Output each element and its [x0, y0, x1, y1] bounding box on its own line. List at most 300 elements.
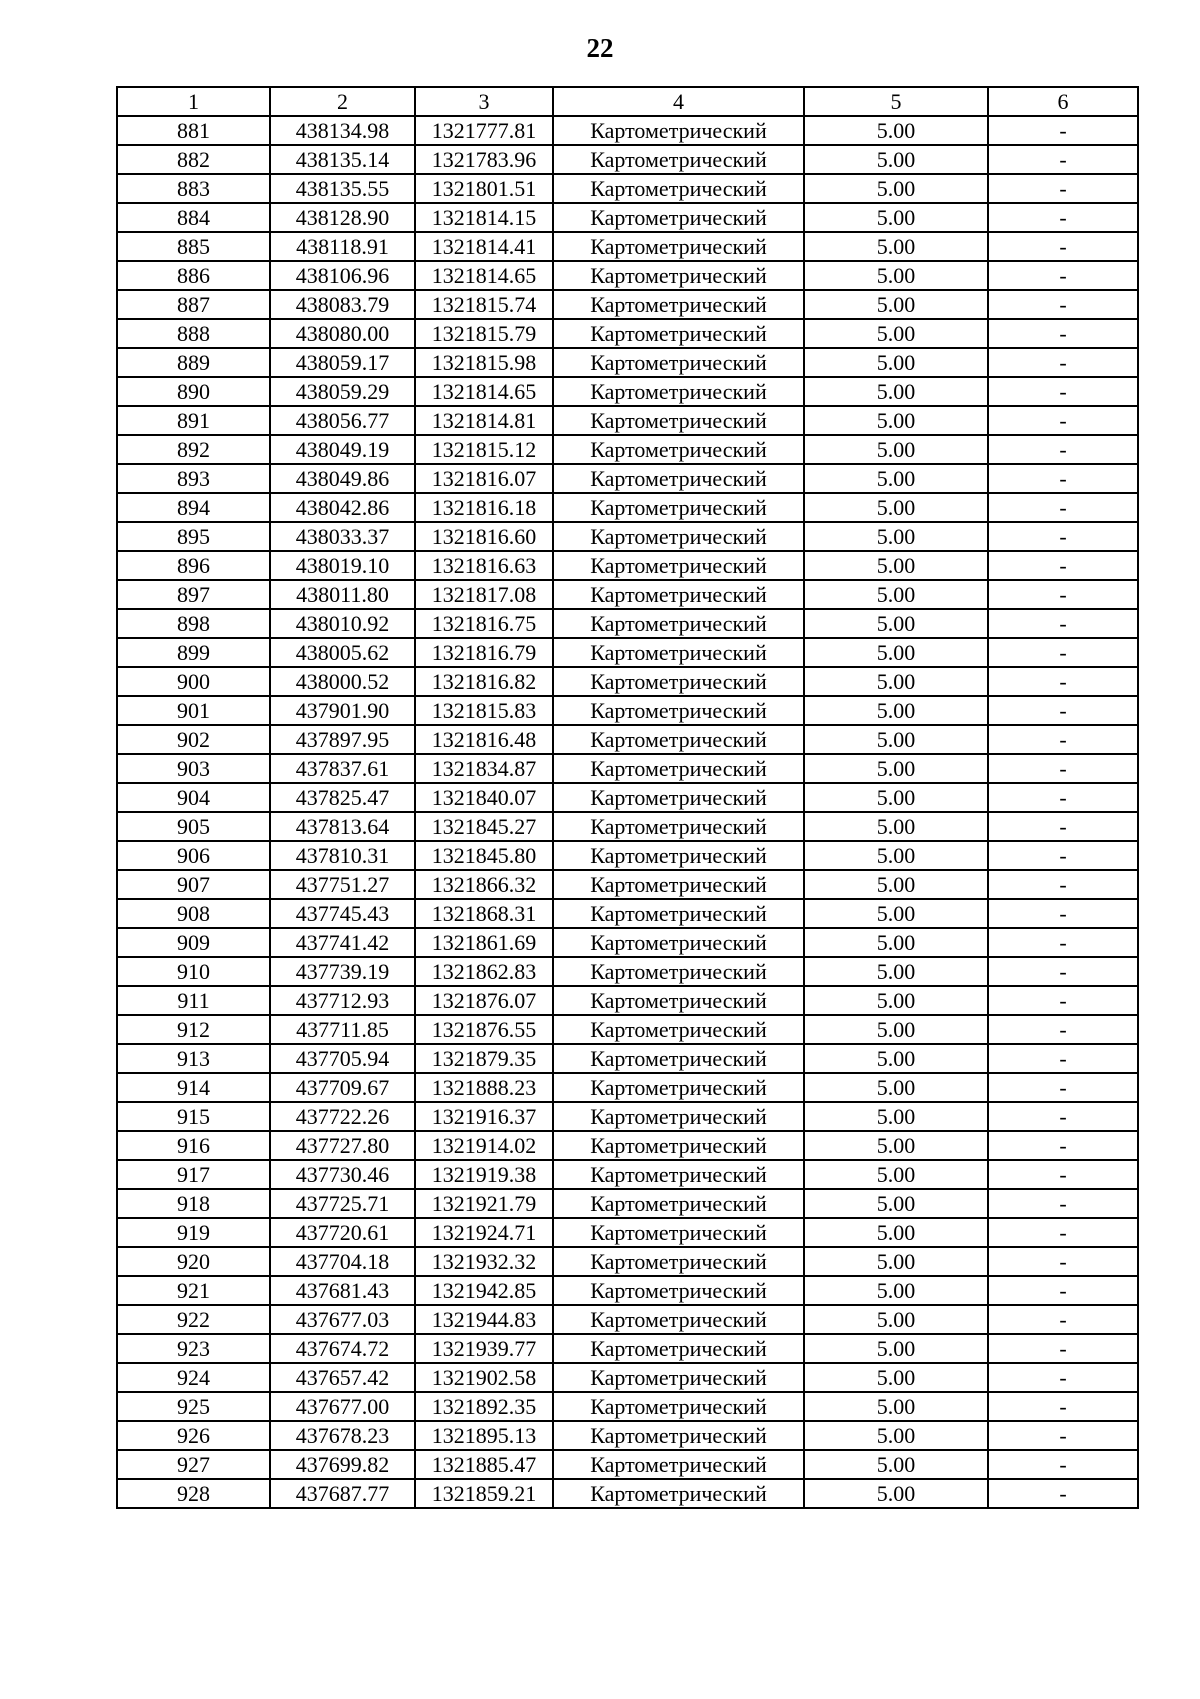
point-number-cell: 923: [117, 1334, 270, 1363]
note-cell: -: [988, 435, 1138, 464]
y-coordinate-cell: 1321816.60: [415, 522, 553, 551]
x-coordinate-cell: 437745.43: [270, 899, 415, 928]
x-coordinate-cell: 437705.94: [270, 1044, 415, 1073]
x-coordinate-cell: 437699.82: [270, 1450, 415, 1479]
table-row: [117, 899, 1138, 928]
point-number-cell: 928: [117, 1479, 270, 1508]
method-cell: Картометрический: [553, 1073, 804, 1102]
point-number-cell: 883: [117, 174, 270, 203]
method-cell: Картометрический: [553, 1102, 804, 1131]
x-coordinate-cell: 438128.90: [270, 203, 415, 232]
note-cell: -: [988, 609, 1138, 638]
accuracy-cell: 5.00: [804, 899, 988, 928]
accuracy-cell: 5.00: [804, 754, 988, 783]
table-row: [117, 1247, 1138, 1276]
method-cell: Картометрический: [553, 1247, 804, 1276]
point-number-cell: 898: [117, 609, 270, 638]
y-coordinate-cell: 1321815.12: [415, 435, 553, 464]
column-header-2: 2: [270, 87, 415, 116]
method-cell: Картометрический: [553, 232, 804, 261]
accuracy-cell: 5.00: [804, 1160, 988, 1189]
method-cell: Картометрический: [553, 1479, 804, 1508]
accuracy-cell: 5.00: [804, 203, 988, 232]
note-cell: -: [988, 1305, 1138, 1334]
method-cell: Картометрический: [553, 174, 804, 203]
x-coordinate-cell: 437711.85: [270, 1015, 415, 1044]
y-coordinate-cell: 1321814.15: [415, 203, 553, 232]
table-row: [117, 725, 1138, 754]
accuracy-cell: 5.00: [804, 348, 988, 377]
x-coordinate-cell: 437897.95: [270, 725, 415, 754]
accuracy-cell: 5.00: [804, 1044, 988, 1073]
note-cell: -: [988, 174, 1138, 203]
x-coordinate-cell: 437810.31: [270, 841, 415, 870]
note-cell: -: [988, 1218, 1138, 1247]
accuracy-cell: 5.00: [804, 319, 988, 348]
point-number-cell: 924: [117, 1363, 270, 1392]
point-number-cell: 891: [117, 406, 270, 435]
method-cell: Картометрический: [553, 1392, 804, 1421]
note-cell: -: [988, 812, 1138, 841]
method-cell: Картометрический: [553, 1131, 804, 1160]
point-number-cell: 918: [117, 1189, 270, 1218]
method-cell: Картометрический: [553, 1421, 804, 1450]
accuracy-cell: 5.00: [804, 1392, 988, 1421]
table-row: [117, 609, 1138, 638]
method-cell: Картометрический: [553, 580, 804, 609]
point-number-cell: 909: [117, 928, 270, 957]
y-coordinate-cell: 1321919.38: [415, 1160, 553, 1189]
accuracy-cell: 5.00: [804, 406, 988, 435]
table-row: [117, 464, 1138, 493]
y-coordinate-cell: 1321859.21: [415, 1479, 553, 1508]
method-cell: Картометрический: [553, 319, 804, 348]
y-coordinate-cell: 1321866.32: [415, 870, 553, 899]
method-cell: Картометрический: [553, 377, 804, 406]
point-number-cell: 888: [117, 319, 270, 348]
table-row: [117, 319, 1138, 348]
x-coordinate-cell: 438010.92: [270, 609, 415, 638]
x-coordinate-cell: 438135.14: [270, 145, 415, 174]
accuracy-cell: 5.00: [804, 1334, 988, 1363]
table-header: [117, 87, 1138, 116]
table-row: [117, 1189, 1138, 1218]
y-coordinate-cell: 1321921.79: [415, 1189, 553, 1218]
x-coordinate-cell: 438135.55: [270, 174, 415, 203]
accuracy-cell: 5.00: [804, 1450, 988, 1479]
point-number-cell: 908: [117, 899, 270, 928]
accuracy-cell: 5.00: [804, 145, 988, 174]
y-coordinate-cell: 1321942.85: [415, 1276, 553, 1305]
y-coordinate-cell: 1321924.71: [415, 1218, 553, 1247]
method-cell: Картометрический: [553, 638, 804, 667]
accuracy-cell: 5.00: [804, 1305, 988, 1334]
method-cell: Картометрический: [553, 1044, 804, 1073]
accuracy-cell: 5.00: [804, 1073, 988, 1102]
accuracy-cell: 5.00: [804, 638, 988, 667]
y-coordinate-cell: 1321944.83: [415, 1305, 553, 1334]
point-number-cell: 905: [117, 812, 270, 841]
point-number-cell: 901: [117, 696, 270, 725]
y-coordinate-cell: 1321902.58: [415, 1363, 553, 1392]
table-row: [117, 1392, 1138, 1421]
table-row: [117, 580, 1138, 609]
table-row: [117, 1218, 1138, 1247]
table-row: [117, 116, 1138, 145]
table-row: [117, 174, 1138, 203]
table-row: [117, 1160, 1138, 1189]
accuracy-cell: 5.00: [804, 464, 988, 493]
accuracy-cell: 5.00: [804, 377, 988, 406]
accuracy-cell: 5.00: [804, 957, 988, 986]
note-cell: -: [988, 1479, 1138, 1508]
column-header-3: 3: [415, 87, 553, 116]
column-header-5: 5: [804, 87, 988, 116]
table-row: [117, 841, 1138, 870]
x-coordinate-cell: 438056.77: [270, 406, 415, 435]
method-cell: Картометрический: [553, 841, 804, 870]
accuracy-cell: 5.00: [804, 174, 988, 203]
point-number-cell: 892: [117, 435, 270, 464]
method-cell: Картометрический: [553, 899, 804, 928]
method-cell: Картометрический: [553, 1160, 804, 1189]
note-cell: -: [988, 1189, 1138, 1218]
accuracy-cell: 5.00: [804, 493, 988, 522]
table-row: [117, 928, 1138, 957]
y-coordinate-cell: 1321862.83: [415, 957, 553, 986]
note-cell: -: [988, 522, 1138, 551]
note-cell: -: [988, 1334, 1138, 1363]
point-number-cell: 904: [117, 783, 270, 812]
note-cell: -: [988, 493, 1138, 522]
table-row: [117, 754, 1138, 783]
x-coordinate-cell: 438033.37: [270, 522, 415, 551]
table-row: [117, 957, 1138, 986]
point-number-cell: 896: [117, 551, 270, 580]
method-cell: Картометрический: [553, 261, 804, 290]
y-coordinate-cell: 1321816.82: [415, 667, 553, 696]
x-coordinate-cell: 437674.72: [270, 1334, 415, 1363]
note-cell: -: [988, 319, 1138, 348]
x-coordinate-cell: 437901.90: [270, 696, 415, 725]
method-cell: Картометрический: [553, 783, 804, 812]
accuracy-cell: 5.00: [804, 1479, 988, 1508]
table-row: [117, 986, 1138, 1015]
x-coordinate-cell: 437837.61: [270, 754, 415, 783]
note-cell: -: [988, 1247, 1138, 1276]
point-number-cell: 895: [117, 522, 270, 551]
point-number-cell: 881: [117, 116, 270, 145]
point-number-cell: 884: [117, 203, 270, 232]
y-coordinate-cell: 1321916.37: [415, 1102, 553, 1131]
accuracy-cell: 5.00: [804, 725, 988, 754]
point-number-cell: 912: [117, 1015, 270, 1044]
method-cell: Картометрический: [553, 870, 804, 899]
note-cell: -: [988, 1102, 1138, 1131]
table-row: [117, 522, 1138, 551]
y-coordinate-cell: 1321815.98: [415, 348, 553, 377]
point-number-cell: 906: [117, 841, 270, 870]
table-row: [117, 1131, 1138, 1160]
accuracy-cell: 5.00: [804, 435, 988, 464]
x-coordinate-cell: 438083.79: [270, 290, 415, 319]
table-row: [117, 1450, 1138, 1479]
accuracy-cell: 5.00: [804, 1015, 988, 1044]
accuracy-cell: 5.00: [804, 841, 988, 870]
table-row: [117, 232, 1138, 261]
note-cell: -: [988, 1392, 1138, 1421]
method-cell: Картометрический: [553, 290, 804, 319]
y-coordinate-cell: 1321777.81: [415, 116, 553, 145]
point-number-cell: 907: [117, 870, 270, 899]
x-coordinate-cell: 438005.62: [270, 638, 415, 667]
note-cell: -: [988, 1276, 1138, 1305]
method-cell: Картометрический: [553, 406, 804, 435]
table-row: [117, 406, 1138, 435]
note-cell: -: [988, 1450, 1138, 1479]
y-coordinate-cell: 1321814.41: [415, 232, 553, 261]
point-number-cell: 919: [117, 1218, 270, 1247]
x-coordinate-cell: 437677.00: [270, 1392, 415, 1421]
x-coordinate-cell: 437751.27: [270, 870, 415, 899]
table-row: [117, 783, 1138, 812]
point-number-cell: 899: [117, 638, 270, 667]
point-number-cell: 890: [117, 377, 270, 406]
y-coordinate-cell: 1321840.07: [415, 783, 553, 812]
y-coordinate-cell: 1321801.51: [415, 174, 553, 203]
y-coordinate-cell: 1321816.18: [415, 493, 553, 522]
point-number-cell: 927: [117, 1450, 270, 1479]
method-cell: Картометрический: [553, 1334, 804, 1363]
point-number-cell: 913: [117, 1044, 270, 1073]
method-cell: Картометрический: [553, 493, 804, 522]
coordinates-table: [116, 86, 1139, 1509]
point-number-cell: 900: [117, 667, 270, 696]
accuracy-cell: 5.00: [804, 1363, 988, 1392]
y-coordinate-cell: 1321914.02: [415, 1131, 553, 1160]
accuracy-cell: 5.00: [804, 667, 988, 696]
x-coordinate-cell: 437677.03: [270, 1305, 415, 1334]
x-coordinate-cell: 438019.10: [270, 551, 415, 580]
note-cell: -: [988, 928, 1138, 957]
table-row: [117, 348, 1138, 377]
y-coordinate-cell: 1321845.80: [415, 841, 553, 870]
x-coordinate-cell: 437739.19: [270, 957, 415, 986]
page-number: 22: [586, 33, 614, 63]
y-coordinate-cell: 1321814.65: [415, 261, 553, 290]
table-row: [117, 377, 1138, 406]
x-coordinate-cell: 437704.18: [270, 1247, 415, 1276]
accuracy-cell: 5.00: [804, 1189, 988, 1218]
table-row: [117, 435, 1138, 464]
method-cell: Картометрический: [553, 348, 804, 377]
x-coordinate-cell: 437727.80: [270, 1131, 415, 1160]
note-cell: -: [988, 1044, 1138, 1073]
note-cell: -: [988, 203, 1138, 232]
y-coordinate-cell: 1321815.74: [415, 290, 553, 319]
method-cell: Картометрический: [553, 725, 804, 754]
table-row: [117, 493, 1138, 522]
accuracy-cell: 5.00: [804, 986, 988, 1015]
method-cell: Картометрический: [553, 1363, 804, 1392]
y-coordinate-cell: 1321885.47: [415, 1450, 553, 1479]
point-number-cell: 911: [117, 986, 270, 1015]
accuracy-cell: 5.00: [804, 928, 988, 957]
accuracy-cell: 5.00: [804, 609, 988, 638]
point-number-cell: 916: [117, 1131, 270, 1160]
table-header-row: [117, 87, 1138, 116]
note-cell: -: [988, 783, 1138, 812]
x-coordinate-cell: 437725.71: [270, 1189, 415, 1218]
method-cell: Картометрический: [553, 1015, 804, 1044]
method-cell: Картометрический: [553, 1450, 804, 1479]
column-header-1: 1: [117, 87, 270, 116]
note-cell: -: [988, 986, 1138, 1015]
point-number-cell: 889: [117, 348, 270, 377]
note-cell: -: [988, 667, 1138, 696]
note-cell: -: [988, 464, 1138, 493]
method-cell: Картометрический: [553, 145, 804, 174]
accuracy-cell: 5.00: [804, 1218, 988, 1247]
note-cell: -: [988, 261, 1138, 290]
point-number-cell: 910: [117, 957, 270, 986]
column-header-6: 6: [988, 87, 1138, 116]
x-coordinate-cell: 438011.80: [270, 580, 415, 609]
x-coordinate-cell: 437678.23: [270, 1421, 415, 1450]
y-coordinate-cell: 1321816.63: [415, 551, 553, 580]
accuracy-cell: 5.00: [804, 116, 988, 145]
y-coordinate-cell: 1321815.79: [415, 319, 553, 348]
x-coordinate-cell: 438059.17: [270, 348, 415, 377]
method-cell: Картометрический: [553, 696, 804, 725]
y-coordinate-cell: 1321939.77: [415, 1334, 553, 1363]
accuracy-cell: 5.00: [804, 812, 988, 841]
x-coordinate-cell: 438000.52: [270, 667, 415, 696]
accuracy-cell: 5.00: [804, 783, 988, 812]
point-number-cell: 903: [117, 754, 270, 783]
note-cell: -: [988, 348, 1138, 377]
method-cell: Картометрический: [553, 203, 804, 232]
note-cell: -: [988, 1131, 1138, 1160]
x-coordinate-cell: 437687.77: [270, 1479, 415, 1508]
point-number-cell: 882: [117, 145, 270, 174]
x-coordinate-cell: 437720.61: [270, 1218, 415, 1247]
note-cell: -: [988, 696, 1138, 725]
table-row: [117, 261, 1138, 290]
y-coordinate-cell: 1321868.31: [415, 899, 553, 928]
table-row: [117, 638, 1138, 667]
point-number-cell: 914: [117, 1073, 270, 1102]
x-coordinate-cell: 437712.93: [270, 986, 415, 1015]
x-coordinate-cell: 437657.42: [270, 1363, 415, 1392]
accuracy-cell: 5.00: [804, 522, 988, 551]
method-cell: Картометрический: [553, 551, 804, 580]
accuracy-cell: 5.00: [804, 580, 988, 609]
method-cell: Картометрический: [553, 667, 804, 696]
table-row: [117, 1363, 1138, 1392]
table-row: [117, 1015, 1138, 1044]
x-coordinate-cell: 437813.64: [270, 812, 415, 841]
accuracy-cell: 5.00: [804, 696, 988, 725]
x-coordinate-cell: 437825.47: [270, 783, 415, 812]
accuracy-cell: 5.00: [804, 870, 988, 899]
point-number-cell: 894: [117, 493, 270, 522]
point-number-cell: 886: [117, 261, 270, 290]
table-row: [117, 812, 1138, 841]
table-row: [117, 1479, 1138, 1508]
y-coordinate-cell: 1321932.32: [415, 1247, 553, 1276]
y-coordinate-cell: 1321834.87: [415, 754, 553, 783]
x-coordinate-cell: 438049.86: [270, 464, 415, 493]
method-cell: Картометрический: [553, 609, 804, 638]
note-cell: -: [988, 870, 1138, 899]
note-cell: -: [988, 377, 1138, 406]
point-number-cell: 897: [117, 580, 270, 609]
accuracy-cell: 5.00: [804, 1131, 988, 1160]
point-number-cell: 902: [117, 725, 270, 754]
table-row: [117, 696, 1138, 725]
point-number-cell: 922: [117, 1305, 270, 1334]
point-number-cell: 917: [117, 1160, 270, 1189]
note-cell: -: [988, 1363, 1138, 1392]
point-number-cell: 893: [117, 464, 270, 493]
note-cell: -: [988, 899, 1138, 928]
note-cell: -: [988, 1160, 1138, 1189]
note-cell: -: [988, 1421, 1138, 1450]
y-coordinate-cell: 1321892.35: [415, 1392, 553, 1421]
y-coordinate-cell: 1321876.07: [415, 986, 553, 1015]
method-cell: Картометрический: [553, 435, 804, 464]
x-coordinate-cell: 438042.86: [270, 493, 415, 522]
note-cell: -: [988, 957, 1138, 986]
point-number-cell: 920: [117, 1247, 270, 1276]
table-row: [117, 1305, 1138, 1334]
note-cell: -: [988, 406, 1138, 435]
table-row: [117, 1044, 1138, 1073]
x-coordinate-cell: 438106.96: [270, 261, 415, 290]
method-cell: Картометрический: [553, 1189, 804, 1218]
x-coordinate-cell: 438118.91: [270, 232, 415, 261]
method-cell: Картометрический: [553, 754, 804, 783]
note-cell: -: [988, 290, 1138, 319]
y-coordinate-cell: 1321876.55: [415, 1015, 553, 1044]
y-coordinate-cell: 1321816.07: [415, 464, 553, 493]
x-coordinate-cell: 437741.42: [270, 928, 415, 957]
y-coordinate-cell: 1321817.08: [415, 580, 553, 609]
note-cell: -: [988, 580, 1138, 609]
method-cell: Картометрический: [553, 957, 804, 986]
accuracy-cell: 5.00: [804, 290, 988, 319]
method-cell: Картометрический: [553, 464, 804, 493]
accuracy-cell: 5.00: [804, 551, 988, 580]
table-row: [117, 145, 1138, 174]
x-coordinate-cell: 438059.29: [270, 377, 415, 406]
table-row: [117, 870, 1138, 899]
y-coordinate-cell: 1321816.79: [415, 638, 553, 667]
table-row: [117, 1073, 1138, 1102]
y-coordinate-cell: 1321815.83: [415, 696, 553, 725]
note-cell: -: [988, 145, 1138, 174]
y-coordinate-cell: 1321816.75: [415, 609, 553, 638]
method-cell: Картометрический: [553, 116, 804, 145]
table-body: [117, 116, 1138, 1508]
note-cell: -: [988, 725, 1138, 754]
method-cell: Картометрический: [553, 812, 804, 841]
accuracy-cell: 5.00: [804, 1421, 988, 1450]
x-coordinate-cell: 438134.98: [270, 116, 415, 145]
point-number-cell: 887: [117, 290, 270, 319]
y-coordinate-cell: 1321845.27: [415, 812, 553, 841]
